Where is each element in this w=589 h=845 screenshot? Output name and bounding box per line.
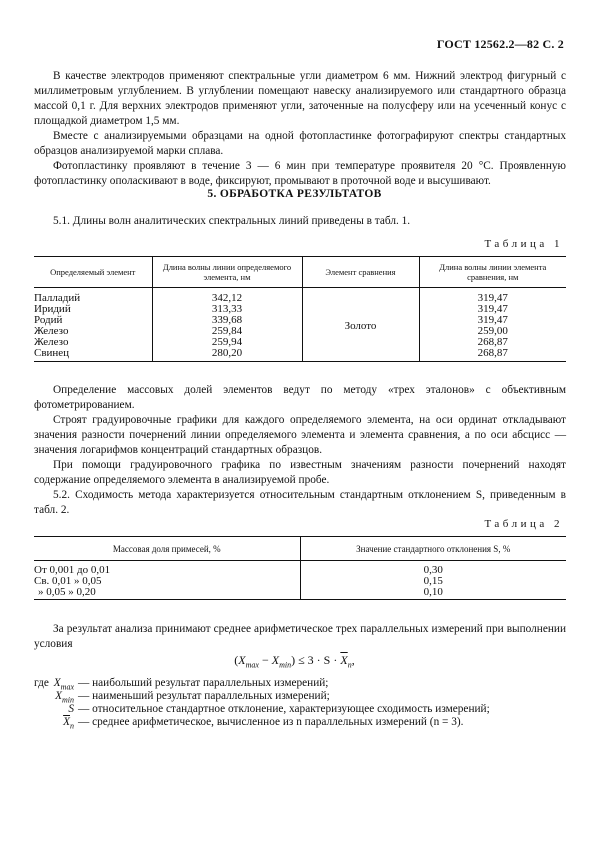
x-min-symbol: $X_{min}$ — [271, 653, 292, 670]
paragraph-calibration: Строят градуировочные графики для каждого определяемого элемента, на оси ординат откладывают значения разности почернений линии определяемого элемента и элемента сравнения, а по оси абсцисс — значения логарифмов концентраций стандартных образцов. — [34, 414, 566, 456]
legend-definition: — наибольший результат параллельных измерений; — [78, 677, 329, 689]
method-text — [34, 383, 566, 518]
result-text — [34, 622, 566, 652]
ranges-column — [34, 561, 300, 600]
deviation-value-cell: 0,30 — [423, 564, 443, 576]
deviation-value-cell: 0,15 — [423, 575, 443, 587]
page-header: ГОСТ 12562.2—82 С. 2 — [436, 37, 564, 51]
paragraph-5-2: 5.2. Сходимость метода характеризуется относительным стандартным отклонением S, приведенным в табл. 2. — [34, 489, 566, 516]
element-cell: Железо — [34, 325, 69, 337]
convergence-formula: $(X_{max} - X_{min}) \le 3 \cdot S \cdot \overline{X}_n$, — [234, 653, 355, 670]
legend-prefix: где — [34, 677, 49, 689]
wavelengths-column — [152, 288, 302, 362]
range-cell: Св. 0,01 » 0,05 — [34, 575, 102, 587]
legend-definition: — наименьший результат параллельных измерений; — [78, 690, 330, 702]
symbol-legend — [34, 677, 566, 729]
legend-symbol: S — [68, 703, 74, 715]
deviation-value-cell: 0,10 — [423, 586, 443, 598]
range-cell: От 0,001 до 0,01 — [34, 564, 111, 576]
wavelength-cell: 339,68 — [211, 314, 243, 326]
reference-wavelength-cell: 268,87 — [477, 336, 508, 348]
range-cell: » 0,05 » 0,20 — [38, 586, 96, 598]
paragraph-standard-samples: Вместе с анализируемыми образцами на одной фотопластинке фотографируют спектры стандартных образцов анализируемой марки сплава. — [34, 130, 566, 157]
reference-wavelengths-column — [419, 288, 566, 362]
wavelength-cell: 313,33 — [211, 303, 243, 315]
wavelength-cell: 259,84 — [211, 325, 243, 337]
header-reference-wavelength: Длина волны линии элемента сравнения, нм — [419, 257, 566, 288]
element-cell: Палладий — [34, 292, 81, 304]
wavelength-cell: 342,12 — [211, 292, 243, 304]
legend-definition: — относительное стандартное отклонение, характеризующее сходимость измерений; — [78, 703, 490, 715]
paragraph-development: Фотопластинку проявляют в течение 3 — 6 мин при температуре проявителя 20 °С. Проявленную фотопластинку ополаскивают в воде, фиксируют, промывают в проточной воде и высушивают. — [34, 160, 566, 187]
x-mean-symbol: $\overline{X}_n$ — [340, 653, 352, 670]
paragraph-three-standards: Определение массовых долей элементов ведут по методу «трех эталонов» с объективным фотометрированием. — [34, 384, 566, 411]
element-cell: Свинец — [34, 347, 70, 359]
values-column — [300, 561, 566, 600]
legend-row — [34, 677, 566, 690]
wavelength-cell: 259,94 — [211, 336, 243, 348]
table1-caption: Таблица 1 — [484, 238, 563, 250]
element-cell: Родий — [34, 314, 63, 326]
header-element-wavelength: Длина волны линии определяемого элемента, нм — [152, 257, 302, 288]
wavelength-cell: 280,20 — [211, 347, 243, 359]
section-title: 5. ОБРАБОТКА РЕЗУЛЬТАТОВ — [207, 188, 382, 200]
legend-row — [34, 716, 566, 729]
header-determined-element: Определяемый элемент — [34, 257, 152, 288]
intro-text — [34, 69, 566, 189]
legend-symbol: $X_{min}$ — [55, 690, 74, 705]
table2-caption: Таблица 2 — [484, 518, 563, 530]
paragraph-result-condition: За результат анализа принимают среднее арифметическое трех параллельных измерений при выполнении условия — [34, 623, 566, 650]
legend-symbol: $X_{max}$ — [53, 677, 74, 692]
legend-row — [34, 703, 566, 716]
reference-wavelength-cell: 319,47 — [477, 292, 508, 304]
reference-wavelength-cell: 319,47 — [477, 303, 508, 315]
element-cell: Железо — [34, 336, 69, 348]
section-intro — [34, 214, 566, 229]
header-standard-deviation: Значение стандартного отклонения S, % — [300, 537, 566, 561]
reference-wavelength-cell: 319,47 — [477, 314, 508, 326]
header-mass-fraction: Массовая доля примесей, % — [34, 537, 300, 561]
elements-column — [34, 288, 152, 362]
paragraph-5-1: 5.1. Длины волн аналитических спектральных линий приведены в табл. 1. — [53, 215, 411, 227]
wavelength-table — [34, 256, 566, 362]
paragraph-graph-use: При помощи градуировочного графика по известным значениям разности почернений находят содержание определяемого элемента в анализируемой пробе. — [34, 459, 566, 486]
element-cell: Иридий — [34, 303, 71, 315]
deviation-table — [34, 536, 566, 600]
legend-definition: — среднее арифметическое, вычисленное из n параллельных измерений (n = 3). — [78, 716, 464, 728]
header-reference-element: Элемент сравнения — [302, 257, 419, 288]
paragraph-electrodes: В качестве электродов применяют спектральные угли диаметром 6 мм. Нижний электрод фигурный с миллиметровым углублением. В углублении помещают навеску анализируемого или стандартного образца массой 0,1 г. Для верхних электродов применяют угли, заточенные на полусферу или на усеченный конус с площадкой диаметром 1,5 мм. — [34, 70, 566, 127]
legend-symbol: $\overline{X}_n$ — [63, 716, 74, 731]
reference-wavelength-cell: 268,87 — [477, 347, 508, 359]
reference-wavelength-cell: 259,00 — [477, 325, 508, 337]
legend-row — [34, 690, 566, 703]
x-max-symbol: $X_{max}$ — [238, 653, 259, 670]
reference-element-cell: Золото — [302, 288, 419, 362]
